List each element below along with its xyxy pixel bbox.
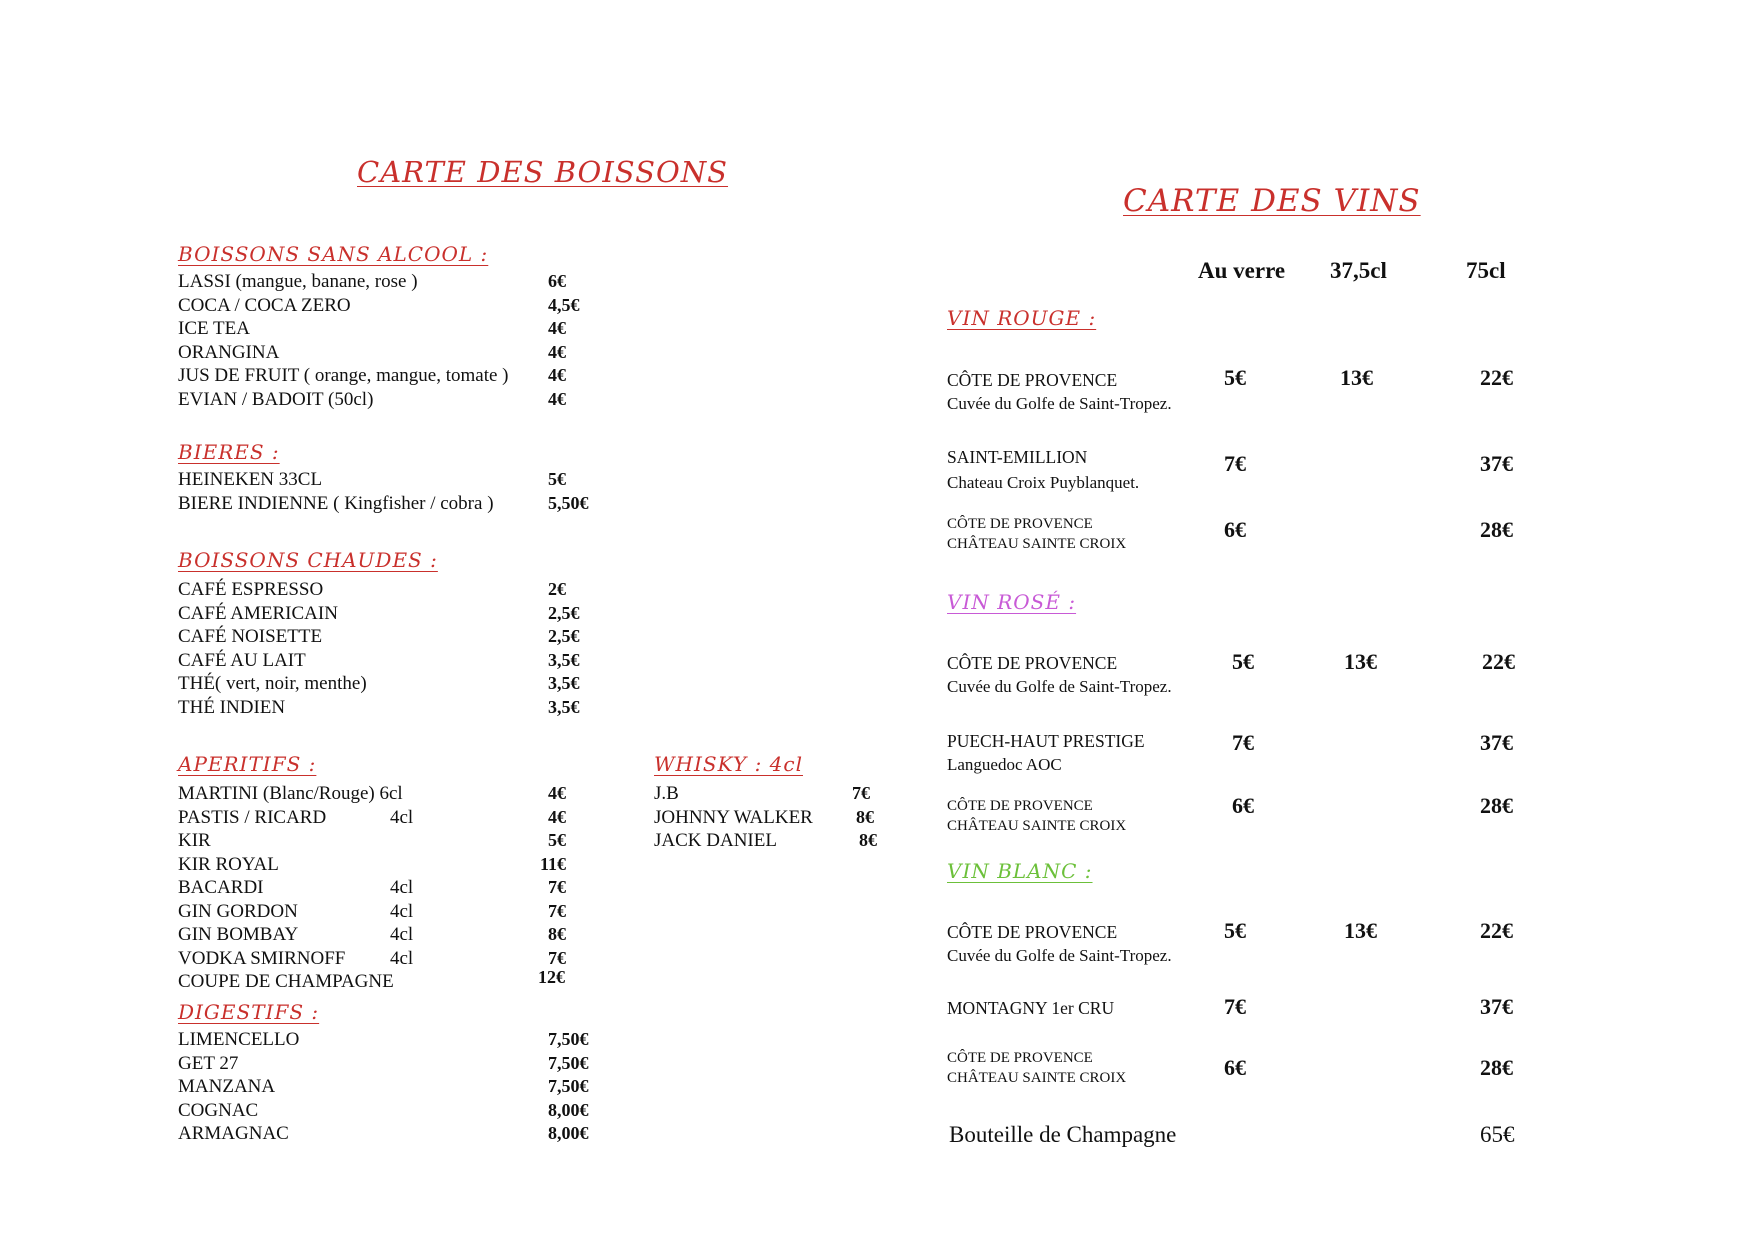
wine-name: CÔTE DE PROVENCE bbox=[947, 1050, 1093, 1066]
wine-subtitle: Languedoc AOC bbox=[947, 755, 1062, 774]
price-75cl: 28€ bbox=[1480, 1055, 1513, 1080]
item-price: 4€ bbox=[548, 388, 566, 409]
item-price: 11€ bbox=[540, 853, 567, 874]
price-verre: 7€ bbox=[1232, 730, 1254, 755]
price-75cl: 37€ bbox=[1480, 451, 1513, 476]
wine-subtitle: CHÂTEAU SAINTE CROIX bbox=[947, 818, 1127, 834]
price-75cl: 37€ bbox=[1480, 994, 1513, 1019]
item-name: PASTIS / RICARD bbox=[178, 806, 327, 828]
digestifs-title: DIGESTIFS : bbox=[178, 1000, 320, 1024]
item-price: 3,5€ bbox=[548, 673, 580, 693]
champagne-name: Bouteille de Champagne bbox=[949, 1122, 1177, 1147]
item-price: 6€ bbox=[548, 271, 566, 291]
item-name: CAFÉ ESPRESSO bbox=[178, 579, 324, 600]
col-header-verre: Au verre bbox=[1198, 258, 1286, 283]
wine-row bbox=[947, 922, 1172, 966]
wine-row bbox=[947, 447, 1139, 493]
list-item bbox=[654, 806, 894, 830]
wine-name: PUECH-HAUT PRESTIGE bbox=[947, 731, 1145, 751]
item-size: 4cl bbox=[390, 806, 414, 828]
chaudes-list bbox=[178, 578, 598, 719]
item-name: EVIAN / BADOIT (50cl) bbox=[178, 388, 374, 410]
list-item bbox=[178, 1075, 598, 1099]
item-price: 4,5€ bbox=[548, 294, 580, 315]
wine-name: CÔTE DE PROVENCE bbox=[947, 922, 1118, 942]
wine-subtitle: Cuvée du Golfe de Saint-Tropez. bbox=[947, 677, 1172, 696]
item-name: GIN BOMBAY bbox=[178, 924, 299, 945]
list-item bbox=[178, 1122, 598, 1146]
item-price: 7€ bbox=[548, 947, 566, 968]
wine-subtitle: CHÂTEAU SAINTE CROIX bbox=[947, 536, 1127, 552]
item-price: 4€ bbox=[548, 365, 566, 385]
col-header-37cl: 37,5cl bbox=[1330, 258, 1387, 283]
wine-name: CÔTE DE PROVENCE bbox=[947, 798, 1093, 814]
wine-row bbox=[947, 370, 1172, 414]
aperitifs-list bbox=[178, 782, 598, 994]
item-name: JOHNNY WALKER bbox=[654, 806, 813, 828]
price-75cl: 28€ bbox=[1480, 793, 1513, 818]
list-item bbox=[178, 388, 598, 412]
list-item bbox=[178, 649, 598, 673]
price-75cl: 28€ bbox=[1480, 517, 1513, 542]
sans-alcool-list bbox=[178, 270, 598, 411]
item-price: 2,5€ bbox=[548, 602, 580, 623]
item-price: 12€ bbox=[538, 967, 565, 987]
digestifs-list bbox=[178, 1028, 598, 1146]
list-item bbox=[654, 782, 894, 806]
list-item bbox=[178, 782, 598, 806]
list-item bbox=[178, 1028, 598, 1052]
chaudes-title: BOISSONS CHAUDES : bbox=[178, 548, 438, 572]
wine-name: CÔTE DE PROVENCE bbox=[947, 653, 1118, 673]
price-37cl: 13€ bbox=[1340, 365, 1373, 390]
wine-subtitle: CHÂTEAU SAINTE CROIX bbox=[947, 1070, 1127, 1086]
col-header-75cl: 75cl bbox=[1466, 258, 1506, 283]
item-price: 5€ bbox=[548, 469, 566, 489]
item-name: ARMAGNAC bbox=[178, 1123, 289, 1144]
list-item bbox=[178, 1099, 598, 1123]
list-item bbox=[178, 1052, 598, 1076]
item-price: 8,00€ bbox=[548, 1123, 589, 1143]
list-item bbox=[178, 967, 598, 994]
price-75cl: 22€ bbox=[1480, 365, 1513, 390]
item-name: ORANGINA bbox=[178, 341, 280, 363]
item-name: JACK DANIEL bbox=[654, 830, 777, 851]
wine-subtitle: Cuvée du Golfe de Saint-Tropez. bbox=[947, 946, 1172, 965]
item-name: MARTINI (Blanc/Rouge) 6cl bbox=[178, 783, 403, 804]
list-item bbox=[178, 900, 598, 924]
item-name: GIN GORDON bbox=[178, 900, 298, 922]
item-price: 8,00€ bbox=[548, 1099, 589, 1120]
item-price: 3,5€ bbox=[548, 649, 580, 670]
item-name: COUPE DE CHAMPAGNE bbox=[178, 971, 394, 992]
item-name: KIR bbox=[178, 830, 211, 851]
list-item bbox=[178, 341, 598, 365]
wine-subtitle: Chateau Croix Puyblanquet. bbox=[947, 473, 1140, 492]
item-name: CAFÉ NOISETTE bbox=[178, 626, 323, 647]
item-price: 8€ bbox=[856, 806, 874, 827]
wine-row bbox=[947, 731, 1145, 775]
list-item bbox=[178, 923, 598, 947]
item-name: VODKA SMIRNOFF bbox=[178, 947, 346, 969]
champagne-price: 65€ bbox=[1480, 1122, 1515, 1147]
wine-subtitle: Cuvée du Golfe de Saint-Tropez. bbox=[947, 394, 1172, 413]
item-price: 7,50€ bbox=[548, 1076, 589, 1096]
bieres-list bbox=[178, 468, 598, 515]
vin-blanc-title: VIN BLANC : bbox=[947, 859, 1093, 883]
item-price: 4€ bbox=[548, 783, 566, 803]
item-price: 2,5€ bbox=[548, 626, 580, 646]
price-75cl: 22€ bbox=[1482, 649, 1515, 674]
item-price: 3,5€ bbox=[548, 696, 580, 717]
list-item bbox=[178, 364, 598, 388]
list-item bbox=[178, 317, 598, 341]
wine-name: SAINT-EMILLION bbox=[947, 447, 1088, 467]
wine-name: CÔTE DE PROVENCE bbox=[947, 370, 1118, 390]
price-verre: 5€ bbox=[1224, 365, 1246, 390]
wine-name: MONTAGNY 1er CRU bbox=[947, 998, 1115, 1018]
wine-row bbox=[947, 653, 1172, 697]
wine-row bbox=[947, 1048, 1126, 1088]
item-name: CAFÉ AMERICAIN bbox=[178, 602, 338, 624]
item-name: BIERE INDIENNE ( Kingfisher / cobra ) bbox=[178, 492, 494, 514]
item-price: 7€ bbox=[548, 900, 566, 921]
item-name: COGNAC bbox=[178, 1099, 259, 1121]
whisky-title: WHISKY : 4cl bbox=[654, 752, 803, 776]
vins-title: CARTE DES VINS bbox=[1123, 183, 1421, 219]
item-name: THÉ INDIEN bbox=[178, 696, 286, 718]
price-verre: 5€ bbox=[1224, 918, 1246, 943]
list-item bbox=[178, 294, 598, 318]
list-item bbox=[178, 602, 598, 626]
price-verre: 6€ bbox=[1224, 1055, 1246, 1080]
list-item bbox=[178, 853, 598, 877]
item-name: CAFÉ AU LAIT bbox=[178, 649, 306, 671]
list-item bbox=[178, 806, 598, 830]
item-size: 4cl bbox=[390, 924, 414, 945]
item-name: THÉ( vert, noir, menthe) bbox=[178, 673, 367, 694]
aperitifs-title: APERITIFS : bbox=[178, 752, 317, 776]
item-name: GET 27 bbox=[178, 1052, 239, 1074]
item-name: HEINEKEN 33CL bbox=[178, 469, 323, 490]
list-item bbox=[178, 270, 598, 294]
list-item bbox=[178, 696, 598, 720]
item-name: LIMENCELLO bbox=[178, 1029, 300, 1050]
list-item bbox=[654, 829, 894, 853]
vin-rouge-title: VIN ROUGE : bbox=[947, 306, 1097, 330]
item-name: BACARDI bbox=[178, 877, 264, 898]
list-item bbox=[178, 468, 598, 492]
item-name: COCA / COCA ZERO bbox=[178, 294, 351, 316]
item-price: 5€ bbox=[548, 830, 566, 850]
list-item bbox=[178, 672, 598, 696]
sans-alcool-title: BOISSONS SANS ALCOOL : bbox=[178, 242, 489, 266]
price-verre: 7€ bbox=[1224, 994, 1246, 1019]
wine-row bbox=[947, 514, 1126, 554]
item-price: 4€ bbox=[548, 318, 566, 338]
list-item bbox=[178, 876, 598, 900]
item-price: 8€ bbox=[548, 924, 566, 944]
item-price: 5,50€ bbox=[548, 492, 589, 513]
price-75cl: 22€ bbox=[1480, 918, 1513, 943]
list-item bbox=[178, 492, 598, 516]
price-75cl: 37€ bbox=[1480, 730, 1513, 755]
item-price: 7,50€ bbox=[548, 1029, 589, 1049]
price-verre: 6€ bbox=[1224, 517, 1246, 542]
boissons-title: CARTE DES BOISSONS bbox=[357, 155, 729, 189]
item-name: J.B bbox=[654, 783, 679, 804]
price-verre: 6€ bbox=[1232, 793, 1254, 818]
item-name: LASSI (mangue, banane, rose ) bbox=[178, 271, 418, 292]
item-size: 4cl bbox=[390, 877, 414, 898]
item-size: 4cl bbox=[390, 947, 414, 969]
item-price: 2€ bbox=[548, 579, 566, 599]
item-price: 7€ bbox=[548, 877, 566, 897]
item-price: 4€ bbox=[548, 806, 566, 827]
list-item bbox=[178, 578, 598, 602]
wine-name: CÔTE DE PROVENCE bbox=[947, 516, 1093, 532]
price-37cl: 13€ bbox=[1344, 918, 1377, 943]
bieres-title: BIERES : bbox=[178, 440, 280, 464]
item-size: 4cl bbox=[390, 900, 414, 922]
item-name: ICE TEA bbox=[178, 318, 250, 339]
item-price: 8€ bbox=[859, 830, 877, 850]
list-item bbox=[178, 829, 598, 853]
price-37cl: 13€ bbox=[1344, 649, 1377, 674]
wine-row bbox=[947, 796, 1126, 836]
item-price: 7,50€ bbox=[548, 1052, 589, 1073]
list-item bbox=[178, 947, 598, 971]
vin-rose-title: VIN ROSÉ : bbox=[947, 590, 1077, 614]
price-verre: 5€ bbox=[1232, 649, 1254, 674]
item-name: JUS DE FRUIT ( orange, mangue, tomate ) bbox=[178, 365, 509, 386]
item-name: KIR ROYAL bbox=[178, 853, 279, 875]
item-name: MANZANA bbox=[178, 1076, 276, 1097]
item-price: 4€ bbox=[548, 341, 566, 362]
whisky-list bbox=[654, 782, 894, 853]
price-verre: 7€ bbox=[1224, 451, 1246, 476]
item-price: 7€ bbox=[852, 783, 870, 803]
list-item bbox=[178, 625, 598, 649]
